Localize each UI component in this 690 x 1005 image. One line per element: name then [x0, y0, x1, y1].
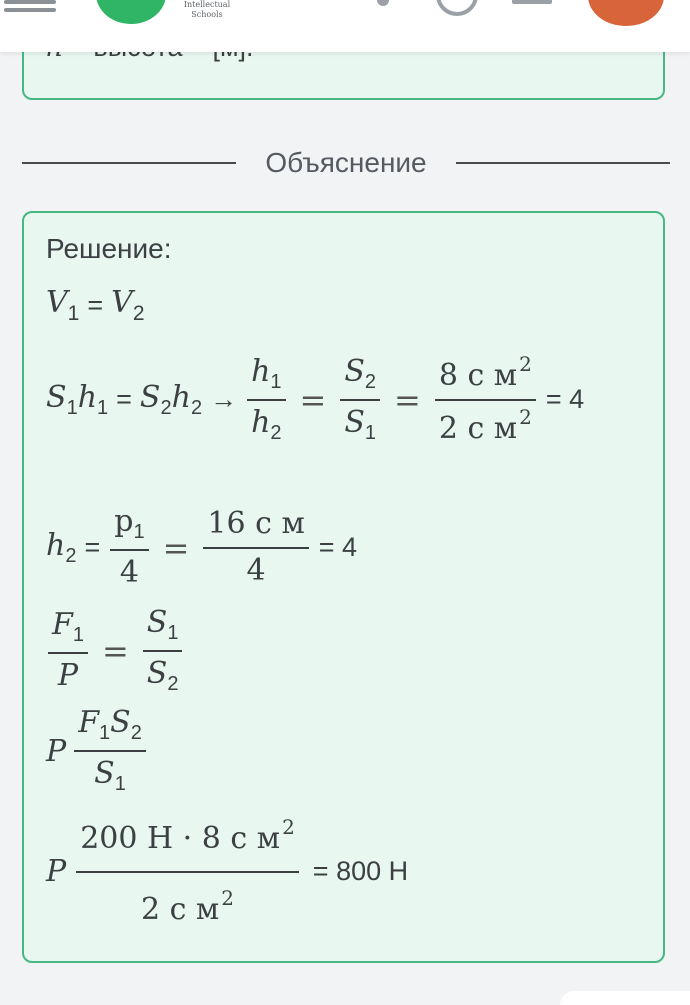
- fraction-h1-h2: $\frac{h_1}{h_2}$: [247, 355, 285, 445]
- fraction-16cm-4: $\frac{\text{16 с м}}{4}$: [203, 507, 308, 588]
- fraction-areas: $\frac{8 с м ^2}{2 с м ^2}$: [435, 353, 536, 446]
- equation-volume: [46, 285, 145, 326]
- search-icon[interactable]: [436, 0, 478, 16]
- equation-force-formula: [46, 706, 148, 796]
- equals-sign: =: [84, 532, 101, 563]
- bottom-sheet-edge: [560, 991, 690, 1005]
- solution-card: [22, 211, 665, 963]
- explanation-divider: [22, 144, 670, 184]
- s2h2: $S_2h_2$: [139, 379, 203, 419]
- top-app-bar: [0, 0, 690, 52]
- logo-icon[interactable]: [96, 0, 166, 24]
- equation-force-result: [46, 816, 416, 927]
- result-800n: = 800 Н: [312, 856, 409, 886]
- fraction-s2-s1: $\frac{S_2}{S_1}$: [340, 355, 380, 445]
- fraction-f1-p: $\frac{F_1}{P}$: [48, 608, 88, 694]
- equals-sign: =: [394, 380, 421, 419]
- messages-icon[interactable]: [512, 0, 552, 4]
- location-icon[interactable]: [377, 0, 389, 6]
- divider-rule-right: [456, 162, 670, 164]
- logo-text-line-1: Intellectual: [183, 0, 231, 9]
- s1h1: $S_1h_1$: [46, 379, 109, 419]
- avatar[interactable]: [588, 0, 664, 26]
- force-p: P: [46, 854, 67, 889]
- equation-height-2: [46, 505, 365, 591]
- logo-text-line-2: Schools: [191, 10, 223, 19]
- fraction-s1-s2: $\frac{S_1}{S_2}$: [143, 606, 183, 696]
- fraction-force-calc: $\frac{200 Н \cdot 8 с м ^2}{2 с м ^2}$: [76, 816, 299, 927]
- equals-sign: =: [162, 528, 190, 567]
- equals-sign: =: [87, 290, 104, 320]
- fraction-f1s2-s1: $\frac{F_1S_2}{S_1}$: [74, 706, 146, 796]
- arrow-icon: →: [210, 384, 238, 414]
- explanation-label: Объяснение: [265, 147, 427, 178]
- solution-title: Решение:: [46, 233, 172, 264]
- result-4: = 4: [545, 384, 585, 414]
- volume-1: $V_1$: [46, 285, 80, 325]
- equals-sign: =: [116, 384, 132, 414]
- equals-sign: =: [101, 632, 129, 670]
- h2: $h_2$: [46, 527, 77, 567]
- equals-sign: =: [299, 380, 327, 419]
- force-p: P: [46, 733, 67, 769]
- fraction-p1-4: $\frac{p_1}{4}$: [110, 505, 148, 591]
- menu-icon[interactable]: [4, 0, 56, 16]
- logo-text: [178, 0, 236, 20]
- equation-area-height: [46, 353, 592, 446]
- volume-2: $V_2$: [111, 285, 145, 325]
- result-4: = 4: [318, 532, 358, 563]
- equation-force-ratio: [46, 606, 184, 696]
